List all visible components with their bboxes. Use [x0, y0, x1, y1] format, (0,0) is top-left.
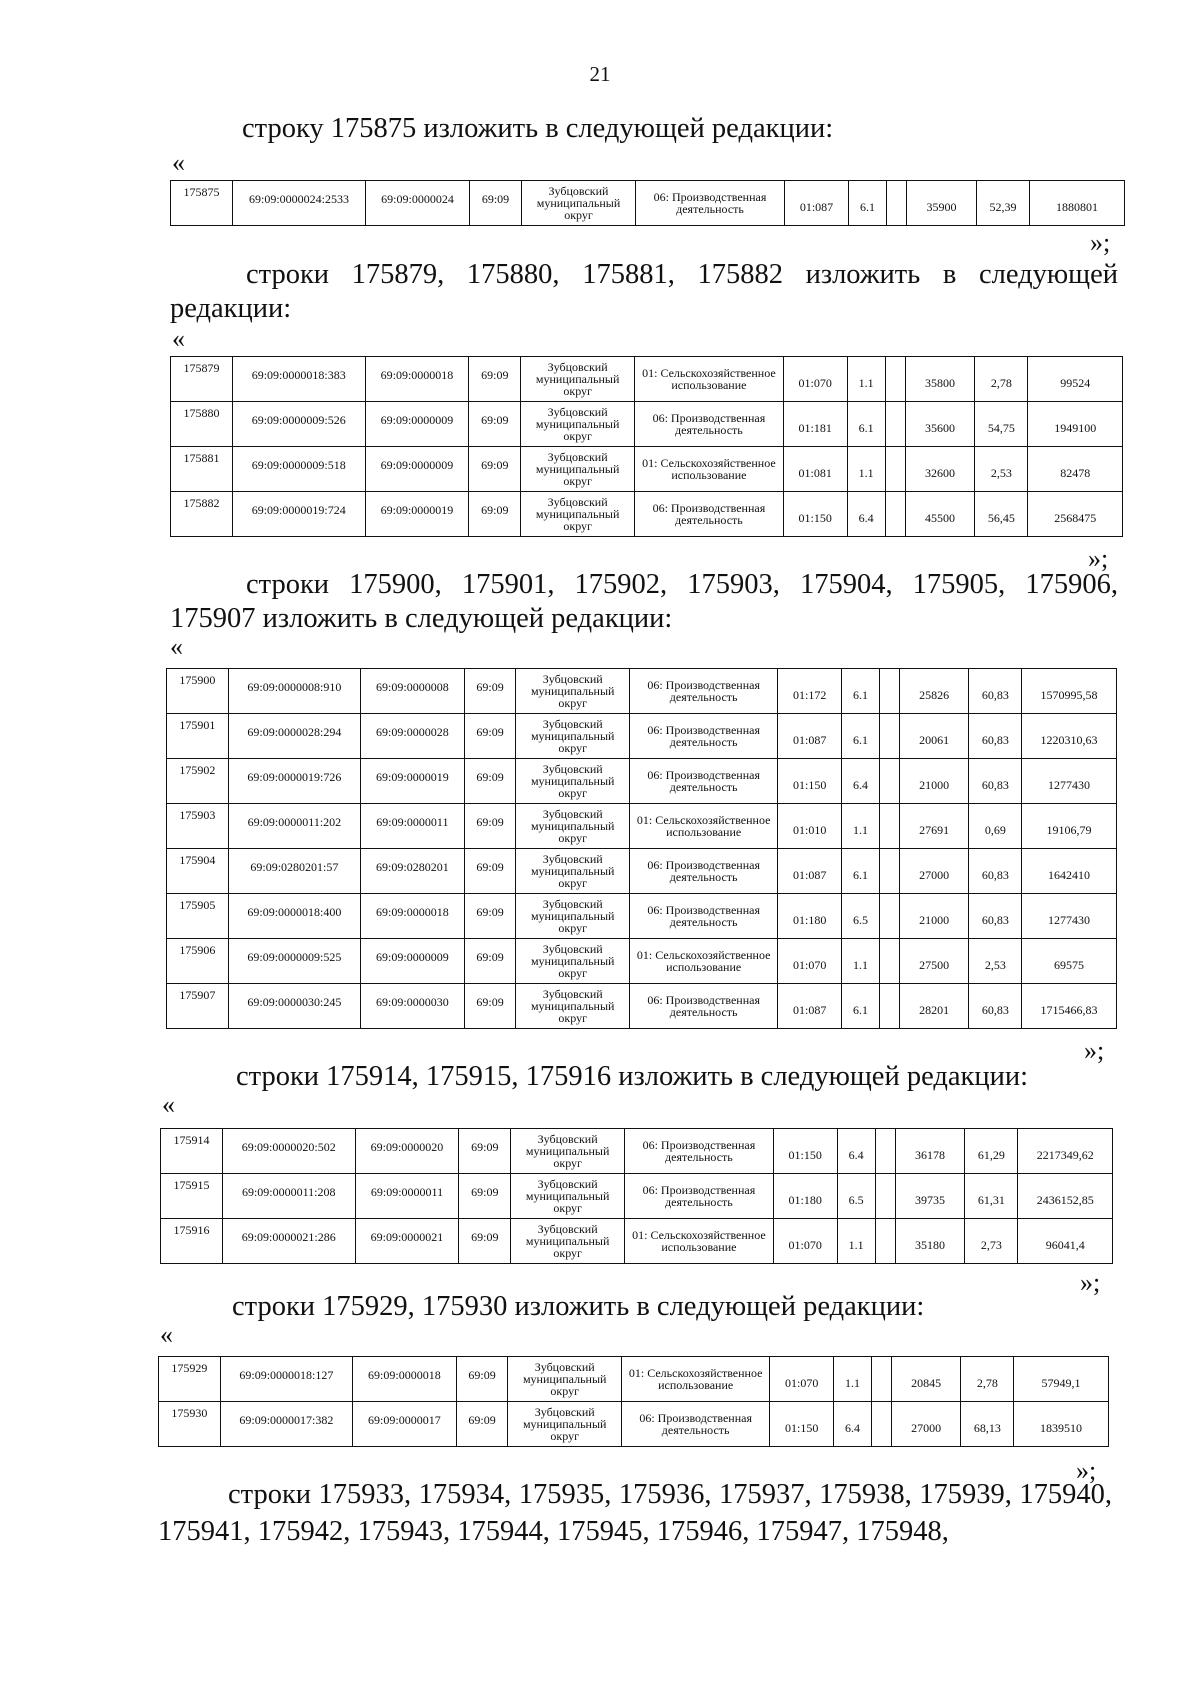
- quote-close: »;: [1090, 228, 1111, 257]
- cell-code: 01:070: [773, 1219, 837, 1264]
- cell-municipality: Зубцовский муниципальный округ: [516, 939, 630, 984]
- quote-open: «: [172, 324, 185, 353]
- cell-quarter: 69:09:0000011: [355, 1174, 459, 1219]
- cell-area: 25826: [899, 669, 969, 714]
- cell-row-number: 175903: [167, 804, 229, 849]
- cell-quarter: 69:09:0000020: [355, 1129, 459, 1174]
- cell-empty: [879, 714, 899, 759]
- cell-rate: 60,83: [969, 714, 1022, 759]
- cell-land-use: 06: Производственная деятельность: [629, 669, 777, 714]
- cell-rate: 2,73: [965, 1219, 1018, 1264]
- cell-rate: 60,83: [969, 669, 1022, 714]
- cell-quarter: 69:09:0000019: [361, 759, 465, 804]
- cell-land-use: 06: Производственная деятельность: [636, 181, 785, 226]
- cell-cadastral-value: 2568475: [1028, 492, 1123, 537]
- cell-group: 6.1: [842, 669, 880, 714]
- cell-quarter: 69:09:0000024: [366, 181, 470, 226]
- cell-region-code: 69:09: [459, 1129, 511, 1174]
- cell-cadastral-value: 1570995,58: [1022, 669, 1117, 714]
- cell-group: 6.1: [849, 181, 887, 226]
- cell-quarter: 69:09:0000017: [353, 1402, 457, 1447]
- cell-municipality: Зубцовский муниципальный округ: [521, 492, 635, 537]
- cell-code: 01:081: [783, 447, 847, 492]
- cell-municipality: Зубцовский муниципальный округ: [516, 714, 630, 759]
- cell-area: 27500: [899, 939, 969, 984]
- cell-quarter: 69:09:0280201: [361, 849, 465, 894]
- register-table: [170, 356, 1123, 537]
- cell-empty: [879, 849, 899, 894]
- cell-empty: [879, 894, 899, 939]
- cell-land-use: 06: Производственная деятельность: [629, 894, 777, 939]
- cell-region-code: 69:09: [464, 669, 516, 714]
- cell-region-code: 69:09: [464, 759, 516, 804]
- cell-empty: [879, 984, 899, 1029]
- cell-land-use: 06: Производственная деятельность: [635, 402, 784, 447]
- cell-land-use: 01: Сельскохозяйственное использование: [629, 804, 777, 849]
- register-table: [158, 1356, 1109, 1447]
- cell-municipality: Зубцовский муниципальный округ: [516, 804, 630, 849]
- table-row: [167, 714, 1117, 759]
- cell-group: 1.1: [847, 447, 885, 492]
- cell-cadastral-number: 69:09:0000019:726: [228, 759, 360, 804]
- cell-municipality: Зубцовский муниципальный округ: [516, 894, 630, 939]
- cell-area: 35600: [905, 402, 975, 447]
- table-row: [167, 984, 1117, 1029]
- cell-area: 35180: [895, 1219, 965, 1264]
- quote-close: »;: [1088, 544, 1109, 573]
- table-row: [167, 669, 1117, 714]
- cell-cadastral-value: 2436152,85: [1018, 1174, 1113, 1219]
- cell-municipality: Зубцовский муниципальный округ: [511, 1129, 625, 1174]
- cell-area: 28201: [899, 984, 969, 1029]
- cell-cadastral-number: 69:09:0000028:294: [228, 714, 360, 759]
- cell-cadastral-value: 1642410: [1022, 849, 1117, 894]
- cell-group: 6.4: [834, 1402, 872, 1447]
- cell-quarter: 69:09:0000018: [353, 1357, 457, 1402]
- cell-group: 6.1: [842, 984, 880, 1029]
- cell-rate: 2,53: [975, 447, 1028, 492]
- cell-land-use: 06: Производственная деятельность: [635, 492, 784, 537]
- cell-land-use: 01: Сельскохозяйственное использование: [625, 1219, 774, 1264]
- cell-municipality: Зубцовский муниципальный округ: [521, 447, 635, 492]
- quote-close: »;: [1080, 1268, 1101, 1297]
- cell-rate: 61,29: [965, 1129, 1018, 1174]
- cell-cadastral-value: 1220310,63: [1022, 714, 1117, 759]
- cell-quarter: 69:09:0000009: [365, 447, 469, 492]
- cell-code: 01:172: [778, 669, 842, 714]
- cell-rate: 61,31: [965, 1174, 1018, 1219]
- cell-group: 1.1: [842, 804, 880, 849]
- cell-empty: [875, 1219, 895, 1264]
- cell-region-code: 69:09: [469, 492, 521, 537]
- cell-quarter: 69:09:0000028: [361, 714, 465, 759]
- cell-area: 36178: [895, 1129, 965, 1174]
- cell-group: 6.1: [842, 849, 880, 894]
- table-row: [159, 1357, 1109, 1402]
- cell-group: 1.1: [842, 939, 880, 984]
- cell-code: 01:087: [778, 849, 842, 894]
- cell-land-use: 06: Производственная деятельность: [621, 1402, 769, 1447]
- cell-empty: [885, 492, 905, 537]
- cell-code: 01:087: [785, 181, 849, 226]
- cell-code: 01:181: [783, 402, 847, 447]
- cell-cadastral-number: 69:09:0000009:526: [232, 402, 365, 447]
- cell-row-number: 175881: [171, 447, 233, 492]
- cell-cadastral-number: 69:09:0000018:400: [228, 894, 360, 939]
- cell-area: 45500: [905, 492, 975, 537]
- cell-rate: 2,78: [961, 1357, 1014, 1402]
- quote-open: «: [172, 148, 185, 177]
- cell-group: 6.4: [842, 759, 880, 804]
- cell-quarter: 69:09:0000021: [355, 1219, 459, 1264]
- cell-code: 01:150: [783, 492, 847, 537]
- cell-rate: 2,78: [975, 357, 1028, 402]
- table-row: [171, 447, 1123, 492]
- cell-group: 6.1: [842, 714, 880, 759]
- cell-code: 01:010: [778, 804, 842, 849]
- final-paragraph: строки 175933, 175934, 175935, 175936, 175937, 175938, 175939, 175940, 175941, 175942, 175943, 175944, 175945, 175946, 175947, 175948,: [158, 1479, 1112, 1547]
- cell-area: 35900: [907, 181, 977, 226]
- cell-cadastral-value: 1839510: [1014, 1402, 1109, 1447]
- cell-row-number: 175900: [167, 669, 229, 714]
- cell-area: 20845: [891, 1357, 961, 1402]
- cell-municipality: Зубцовский муниципальный округ: [511, 1219, 625, 1264]
- table-row: [167, 759, 1117, 804]
- cell-region-code: 69:09: [464, 984, 516, 1029]
- section-heading: строки 175914, 175915, 175916 изложить в следующей редакции:: [236, 1061, 1029, 1092]
- cell-region-code: 69:09: [464, 894, 516, 939]
- cell-land-use: 01: Сельскохозяйственное использование: [635, 447, 784, 492]
- cell-cadastral-number: 69:09:0000018:383: [232, 357, 365, 402]
- cell-group: 6.4: [847, 492, 885, 537]
- cell-group: 1.1: [847, 357, 885, 402]
- cell-rate: 0,69: [969, 804, 1022, 849]
- cell-rate: 52,39: [977, 181, 1030, 226]
- cell-land-use: 06: Производственная деятельность: [625, 1174, 774, 1219]
- cell-land-use: 06: Производственная деятельность: [629, 714, 777, 759]
- cell-region-code: 69:09: [469, 447, 521, 492]
- table-row: [171, 402, 1123, 447]
- cell-cadastral-value: 1277430: [1022, 759, 1117, 804]
- cell-municipality: Зубцовский муниципальный округ: [516, 669, 630, 714]
- cell-municipality: Зубцовский муниципальный округ: [522, 181, 636, 226]
- cell-municipality: Зубцовский муниципальный округ: [516, 984, 630, 1029]
- cell-row-number: 175929: [159, 1357, 221, 1402]
- cell-group: 1.1: [834, 1357, 872, 1402]
- cell-land-use: 01: Сельскохозяйственное использование: [635, 357, 784, 402]
- register-table: [160, 1128, 1113, 1264]
- cell-rate: 2,53: [969, 939, 1022, 984]
- cell-cadastral-value: 69575: [1022, 939, 1117, 984]
- cell-cadastral-number: 69:09:0000018:127: [220, 1357, 352, 1402]
- cell-cadastral-value: 57949,1: [1014, 1357, 1109, 1402]
- cell-code: 01:087: [778, 714, 842, 759]
- cell-region-code: 69:09: [470, 181, 522, 226]
- cell-cadastral-value: 1880801: [1030, 181, 1125, 226]
- cell-municipality: Зубцовский муниципальный округ: [508, 1402, 622, 1447]
- cell-row-number: 175930: [159, 1402, 221, 1447]
- cell-row-number: 175915: [161, 1174, 223, 1219]
- table-row: [167, 939, 1117, 984]
- cell-cadastral-value: 82478: [1028, 447, 1123, 492]
- cell-area: 27000: [899, 849, 969, 894]
- cell-area: 27691: [899, 804, 969, 849]
- cell-code: 01:070: [778, 939, 842, 984]
- cell-cadastral-number: 69:09:0000030:245: [228, 984, 360, 1029]
- table-row: [159, 1402, 1109, 1447]
- cell-empty: [875, 1174, 895, 1219]
- cell-group: 1.1: [837, 1219, 875, 1264]
- cell-region-code: 69:09: [469, 357, 521, 402]
- cell-group: 6.4: [837, 1129, 875, 1174]
- section-heading: строки 175929, 175930 изложить в следующей редакции:: [232, 1291, 925, 1322]
- cell-empty: [879, 759, 899, 804]
- cell-rate: 60,83: [969, 759, 1022, 804]
- cell-quarter: 69:09:0000008: [361, 669, 465, 714]
- cell-land-use: 06: Производственная деятельность: [629, 984, 777, 1029]
- register-table: [170, 180, 1125, 226]
- cell-quarter: 69:09:0000011: [361, 804, 465, 849]
- cell-code: 01:180: [773, 1174, 837, 1219]
- cell-municipality: Зубцовский муниципальный округ: [516, 849, 630, 894]
- quote-close: »;: [1076, 1456, 1097, 1485]
- cell-cadastral-number: 69:09:0000009:525: [228, 939, 360, 984]
- cell-rate: 68,13: [961, 1402, 1014, 1447]
- cell-cadastral-value: 1277430: [1022, 894, 1117, 939]
- cell-code: 01:150: [770, 1402, 834, 1447]
- cell-area: 32600: [905, 447, 975, 492]
- cell-row-number: 175906: [167, 939, 229, 984]
- cell-empty: [879, 804, 899, 849]
- cell-area: 20061: [899, 714, 969, 759]
- cell-code: 01:150: [773, 1129, 837, 1174]
- cell-cadastral-number: 69:09:0000024:2533: [233, 181, 366, 226]
- cell-quarter: 69:09:0000030: [361, 984, 465, 1029]
- section-heading: строку 175875 изложить в следующей редакции:: [242, 113, 834, 144]
- cell-rate: 60,83: [969, 849, 1022, 894]
- cell-cadastral-number: 69:09:0000011:208: [222, 1174, 355, 1219]
- cell-row-number: 175914: [161, 1129, 223, 1174]
- cell-quarter: 69:09:0000019: [365, 492, 469, 537]
- cell-empty: [871, 1357, 891, 1402]
- cell-cadastral-number: 69:09:0280201:57: [228, 849, 360, 894]
- cell-group: 6.5: [837, 1174, 875, 1219]
- cell-empty: [885, 357, 905, 402]
- quote-close: »;: [1084, 1036, 1105, 1065]
- cell-code: 01:180: [778, 894, 842, 939]
- cell-region-code: 69:09: [464, 804, 516, 849]
- section-heading: строки 175879, 175880, 175881, 175882 изложить в следующей редакции:: [170, 259, 1118, 324]
- cell-code: 01:070: [783, 357, 847, 402]
- cell-empty: [887, 181, 907, 226]
- table-row: [167, 849, 1117, 894]
- cell-cadastral-value: 1715466,83: [1022, 984, 1117, 1029]
- cell-land-use: 01: Сельскохозяйственное использование: [629, 939, 777, 984]
- cell-empty: [879, 669, 899, 714]
- cell-empty: [875, 1129, 895, 1174]
- cell-row-number: 175882: [171, 492, 233, 537]
- cell-empty: [885, 402, 905, 447]
- cell-quarter: 69:09:0000009: [361, 939, 465, 984]
- table-row: [167, 804, 1117, 849]
- cell-municipality: Зубцовский муниципальный округ: [521, 357, 635, 402]
- cell-land-use: 06: Производственная деятельность: [625, 1129, 774, 1174]
- table-row: [161, 1219, 1113, 1264]
- cell-region-code: 69:09: [464, 939, 516, 984]
- cell-empty: [879, 939, 899, 984]
- cell-row-number: 175901: [167, 714, 229, 759]
- cell-cadastral-number: 69:09:0000009:518: [232, 447, 365, 492]
- cell-cadastral-value: 96041,4: [1018, 1219, 1113, 1264]
- cell-cadastral-number: 69:09:0000008:910: [228, 669, 360, 714]
- cell-row-number: 175904: [167, 849, 229, 894]
- section-heading: строки 175900, 175901, 175902, 175903, 175904, 175905, 175906, 175907 изложить в следующей редакции:: [170, 569, 1118, 634]
- cell-quarter: 69:09:0000009: [365, 402, 469, 447]
- cell-rate: 60,83: [969, 894, 1022, 939]
- quote-open: «: [170, 632, 183, 661]
- cell-land-use: 01: Сельскохозяйственное использование: [621, 1357, 769, 1402]
- cell-row-number: 175916: [161, 1219, 223, 1264]
- table-row: [161, 1174, 1113, 1219]
- cell-region-code: 69:09: [456, 1402, 508, 1447]
- cell-region-code: 69:09: [459, 1219, 511, 1264]
- cell-cadastral-number: 69:09:0000021:286: [222, 1219, 355, 1264]
- table-row: [171, 492, 1123, 537]
- register-table: [166, 668, 1117, 1029]
- cell-area: 21000: [899, 759, 969, 804]
- cell-cadastral-number: 69:09:0000017:382: [220, 1402, 352, 1447]
- cell-code: 01:070: [770, 1357, 834, 1402]
- cell-row-number: 175905: [167, 894, 229, 939]
- cell-row-number: 175875: [171, 181, 233, 226]
- cell-land-use: 06: Производственная деятельность: [629, 759, 777, 804]
- cell-cadastral-number: 69:09:0000019:724: [232, 492, 365, 537]
- cell-row-number: 175879: [171, 357, 233, 402]
- cell-area: 27000: [891, 1402, 961, 1447]
- cell-municipality: Зубцовский муниципальный округ: [511, 1174, 625, 1219]
- cell-empty: [885, 447, 905, 492]
- quote-open: «: [162, 1090, 175, 1119]
- cell-land-use: 06: Производственная деятельность: [629, 849, 777, 894]
- cell-region-code: 69:09: [464, 714, 516, 759]
- quote-open: «: [160, 1320, 173, 1349]
- cell-area: 35800: [905, 357, 975, 402]
- cell-region-code: 69:09: [469, 402, 521, 447]
- table-row: [171, 357, 1123, 402]
- cell-row-number: 175880: [171, 402, 233, 447]
- cell-code: 01:087: [778, 984, 842, 1029]
- cell-row-number: 175907: [167, 984, 229, 1029]
- cell-municipality: Зубцовский муниципальный округ: [508, 1357, 622, 1402]
- cell-rate: 54,75: [975, 402, 1028, 447]
- cell-group: 6.5: [842, 894, 880, 939]
- cell-municipality: Зубцовский муниципальный округ: [521, 402, 635, 447]
- cell-cadastral-value: 19106,79: [1022, 804, 1117, 849]
- cell-cadastral-value: 99524: [1028, 357, 1123, 402]
- cell-region-code: 69:09: [464, 849, 516, 894]
- table-row: [167, 894, 1117, 939]
- cell-quarter: 69:09:0000018: [365, 357, 469, 402]
- cell-area: 39735: [895, 1174, 965, 1219]
- cell-rate: 60,83: [969, 984, 1022, 1029]
- cell-cadastral-value: 1949100: [1028, 402, 1123, 447]
- cell-cadastral-number: 69:09:0000011:202: [228, 804, 360, 849]
- cell-region-code: 69:09: [459, 1174, 511, 1219]
- cell-cadastral-number: 69:09:0000020:502: [222, 1129, 355, 1174]
- cell-group: 6.1: [847, 402, 885, 447]
- cell-cadastral-value: 2217349,62: [1018, 1129, 1113, 1174]
- table-row: [161, 1129, 1113, 1174]
- cell-code: 01:150: [778, 759, 842, 804]
- cell-quarter: 69:09:0000018: [361, 894, 465, 939]
- table-row: [171, 181, 1125, 226]
- page-number: 21: [589, 62, 611, 86]
- cell-empty: [871, 1402, 891, 1447]
- cell-area: 21000: [899, 894, 969, 939]
- cell-row-number: 175902: [167, 759, 229, 804]
- cell-rate: 56,45: [975, 492, 1028, 537]
- cell-municipality: Зубцовский муниципальный округ: [516, 759, 630, 804]
- cell-region-code: 69:09: [456, 1357, 508, 1402]
